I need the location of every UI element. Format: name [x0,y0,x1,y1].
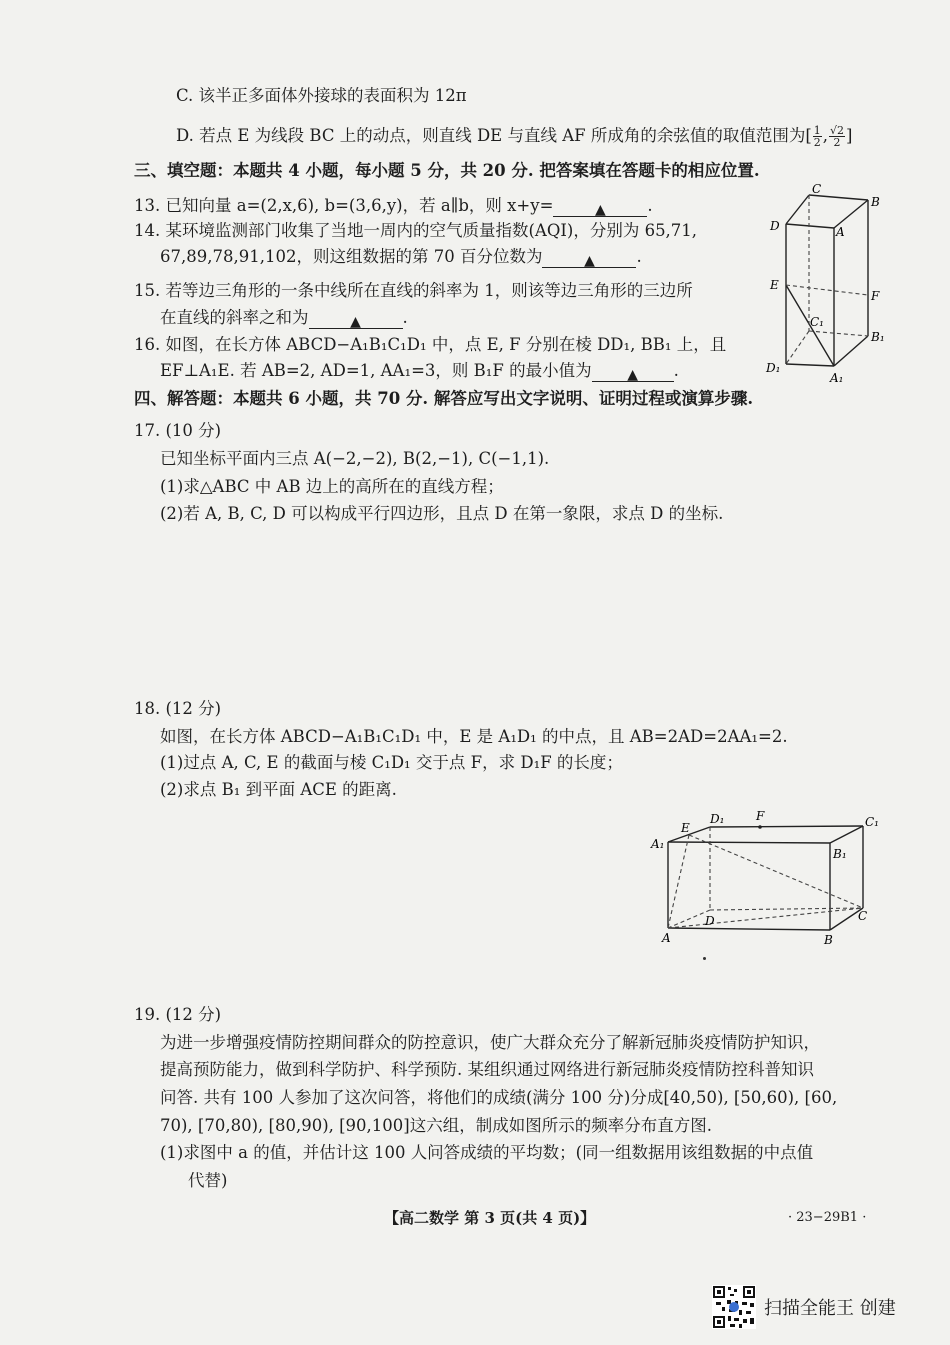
edge-ba [834,200,868,228]
qr-code-icon [712,1285,756,1329]
exam-code: · 23−29B1 · [788,1210,867,1225]
frac-2-den: 2 [833,136,841,149]
label-e: E [681,821,690,835]
edge-c1d1-hidden [786,331,809,364]
q15-text: 在直线的斜率之和为 [160,308,309,327]
label-d1: D₁ [766,361,781,375]
q18-part-1: (1)过点 A, C, E 的截面与棱 C₁D₁ 交于点 F，求 D₁F 的长度； [160,753,623,772]
cuboid-figure-2 [648,806,888,946]
section-3-header: 三、填空题：本题共 4 小题，每小题 5 分，共 20 分. 把答案填在答题卡的相应位置. [134,161,760,180]
label-f: F [756,809,765,823]
q18-stem: 如图，在长方体 ABCD−A₁B₁C₁D₁ 中，E 是 A₁D₁ 的中点，且 AB=2AD=2AA₁=2. [160,727,788,746]
segment-ea-hidden [668,835,689,928]
segment-ec-hidden [689,835,863,908]
option-d-text: D. 若点 E 为线段 BC 上的动点，则直线 DE 与直线 AF 所成角的余弦值的取值范围为[ [176,126,812,145]
edge-b1a1 [834,336,868,366]
question-14-line-1: 14. 某环境监测部门收集了当地一周内的空气质量指数(AQI)，分别为 65,71, [134,221,698,240]
question-15-line-2 [160,307,408,329]
blank-marker: ▲ [595,202,606,218]
option-d-close: ] [846,126,853,145]
q17-stem: 已知坐标平面内三点 A(−2,−2), B(2,−1), C(−1,1). [160,449,550,468]
edge-da [786,224,834,228]
label-c1: C₁ [810,315,824,329]
q13-text: 13. 已知向量 a=(2,x,6), b=(3,6,y)，若 a∥b，则 x+y= [134,196,554,215]
label-a1: A₁ [830,371,844,384]
label-c: C [812,182,822,196]
q19-line-3: 问答. 共有 100 人参加了这次问答，将他们的成绩(满分 100 分)分成[40,50), [50,60), [60, [160,1088,838,1107]
question-14-line-2 [160,246,642,268]
q14-answer-blank [542,249,636,268]
question-16-line-2 [160,360,679,382]
option-d-frac-1 [813,125,822,148]
question-13 [134,195,653,217]
frac-1-den: 2 [813,136,821,149]
q15-answer-blank [309,310,403,329]
edge-dc-hidden [710,908,863,910]
label-b: B [824,933,833,946]
stray-dot [703,957,706,960]
q19-part-1-line-1: (1)求图中 a 的值，并估计这 100 人问答成绩的平均数；(同一组数据用该组数据的中点值 [160,1143,814,1162]
q19-title: 19. (12 分) [134,1005,222,1024]
point-f [758,825,762,829]
q19-part-1-line-2: 代替) [188,1171,228,1190]
edge-c1b1-hidden [809,331,868,336]
q18-title: 18. (12 分) [134,699,222,718]
label-e: E [770,278,779,292]
q14-text: 67,89,78,91,102，则这组数据的第 70 百分位数为 [160,247,543,266]
q14-end: . [636,247,642,266]
label-a: A [662,931,671,945]
frac-1-num: 1 [813,124,821,137]
edge-cd [786,195,809,224]
question-15-line-1: 15. 若等边三角形的一条中线所在直线的斜率为 1，则该等边三角形的三边所 [134,281,693,300]
option-d [176,125,852,148]
label-c1: C₁ [865,815,879,829]
cuboid-figure-1 [764,178,896,384]
label-d: D [705,914,715,928]
label-d: D [770,219,780,233]
edge-b1c1 [830,826,863,843]
q17-part-2: (2)若 A, B, C, D 可以构成平行四边形，且点 D 在第一象限，求点 D 的坐标. [160,504,724,523]
q13-answer-blank [553,198,647,217]
q13-end: . [647,196,653,215]
q19-line-1: 为进一步增强疫情防控期间群众的防控意识，使广大群众充分了解新冠肺炎疫情防护知识， [160,1033,820,1052]
label-a1: A₁ [651,837,665,851]
q16-text: EF⊥A₁E. 若 AB=2, AD=1, AA₁=3，则 B₁F 的最小值为 [160,361,592,380]
q19-line-2: 提高预防能力，做到科学防护、科学预防. 某组织通过网络进行新冠肺炎疫情防控科普知识 [160,1060,814,1079]
label-c: C [858,909,868,923]
label-a: A [836,225,845,239]
label-b1: B₁ [871,330,885,344]
segment-ac-hidden [668,908,863,928]
q15-end: . [402,308,408,327]
edge-d1c1 [710,826,863,827]
label-b: B [871,195,880,209]
label-d1: D₁ [710,812,725,826]
question-16-line-1: 16. 如图，在长方体 ABCD−A₁B₁C₁D₁ 中，点 E, F 分别在棱 DD₁, BB₁ 上，且 [134,335,727,354]
blank-marker: ▲ [584,253,595,269]
q16-end: . [673,361,679,380]
section-4-header: 四、解答题：本题共 6 小题，共 70 分. 解答应写出文字说明、证明过程或演算步骤. [134,389,754,408]
edge-d1a1 [786,364,834,366]
blank-marker: ▲ [627,367,638,383]
option-d-frac-2 [829,125,845,148]
frac-2-num: √2 [830,124,845,137]
q19-line-4: 70), [70,80), [80,90), [90,100]这六组，制成如图所示的频率分布直方图. [160,1116,712,1135]
q17-title: 17. (10 分) [134,421,222,440]
q16-answer-blank [592,363,674,382]
label-b1: B₁ [833,847,847,861]
blank-marker: ▲ [350,314,361,330]
segment-ef-hidden [786,285,868,295]
option-d-sep: , [822,126,829,145]
option-c: C. 该半正多面体外接球的表面积为 12π [176,86,467,105]
q17-part-1: (1)求△ABC 中 AB 边上的高所在的直线方程； [160,477,504,496]
edge-a1b1 [668,842,830,843]
edge-ab [668,928,830,930]
page-footer: 【高二数学 第 3 页(共 4 页)】 [384,1209,596,1227]
scanner-watermark: 扫描全能王 创建 [764,1298,896,1319]
label-f: F [871,289,880,303]
q18-part-2: (2)求点 B₁ 到平面 ACE 的距离. [160,780,397,799]
